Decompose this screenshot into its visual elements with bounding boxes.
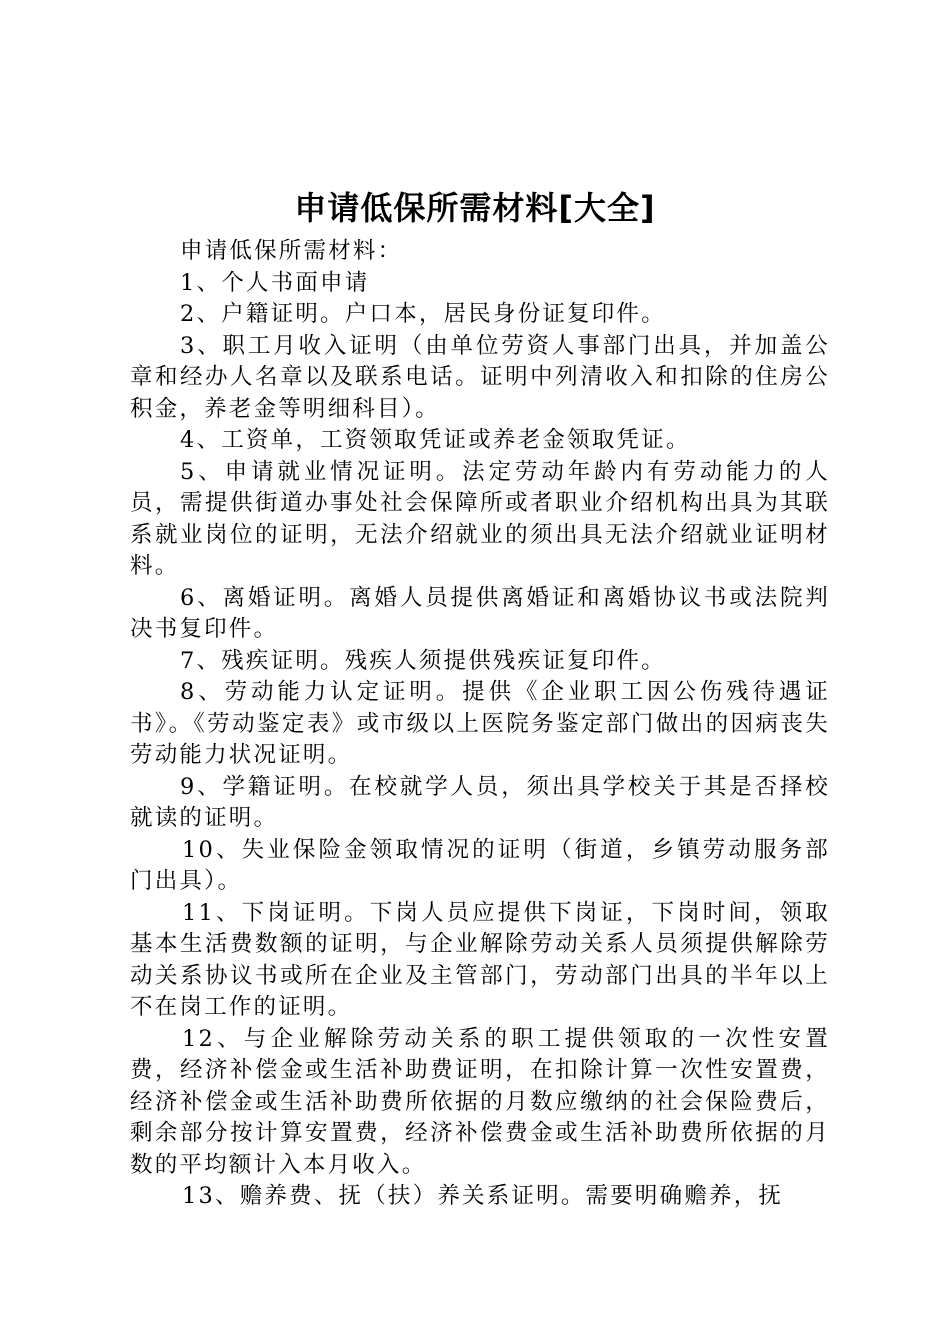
paragraph-item-3: 3、职工月收入证明（由单位劳资人事部门出具，并加盖公章和经办人名章以及联系电话。证明中列清收入和扣除的住房公积金，养老金等明细科目）。 (130, 332, 830, 422)
paragraph-item-13: 13、赡养费、抚（扶）养关系证明。需要明确赡养，抚 (182, 1183, 784, 1209)
paragraph-item-10: 10、失业保险金领取情况的证明（街道，乡镇劳动服务部门出具）。 (130, 836, 830, 894)
paragraph-item-12: 12、与企业解除劳动关系的职工提供领取的一次性安置费，经济补偿金或生活补助费证明，在扣除计算一次性安置费，经济补偿金或生活补助费所依据的月数应缴纳的社会保险费后，剩余部分按计算安置费，经济补偿费金或生活补助费所依据的月数的平均额计入本月收入。 (130, 1025, 830, 1178)
document-body (130, 236, 830, 1213)
document-title: 申请低保所需材料[大全] (294, 189, 656, 227)
paragraph-item-11: 11、下岗证明。下岗人员应提供下岗证，下岗时间，领取基本生活费数额的证明，与企业解除劳动关系人员须提供解除劳动关系协议书或所在企业及主管部门，劳动部门出具的半年以上不在岗工作的证明。 (130, 899, 830, 1020)
paragraph-item-6: 6、离婚证明。离婚人员提供离婚证和离婚协议书或法院判决书复印件。 (130, 584, 830, 642)
paragraph-item-2: 2、户籍证明。户口本，居民身份证复印件。 (180, 301, 666, 327)
paragraph-item-1: 1、个人书面申请 (180, 269, 370, 296)
paragraph-item-5: 5、申请就业情况证明。法定劳动年龄内有劳动能力的人员，需提供街道办事处社会保障所或者职业介绍机构出具为其联系就业岗位的证明，无法介绍就业的须出具无法介绍就业证明材料。 (130, 458, 830, 579)
paragraph-item-4: 4、工资单，工资领取凭证或养老金领取凭证。 (180, 427, 691, 453)
paragraph-item-7: 7、残疾证明。残疾人须提供残疾证复印件。 (180, 647, 666, 674)
paragraph-item-9: 9、学籍证明。在校就学人员，须出具学校关于其是否择校就读的证明。 (130, 773, 830, 831)
paragraph-item-8: 8、劳动能力认定证明。提供《企业职工因公伤残待遇证书》。《劳动鉴定表》或市级以上医院务鉴定部门做出的因病丧失劳动能力状况证明。 (130, 679, 830, 768)
paragraph-intro: 申请低保所需材料： (180, 238, 403, 264)
